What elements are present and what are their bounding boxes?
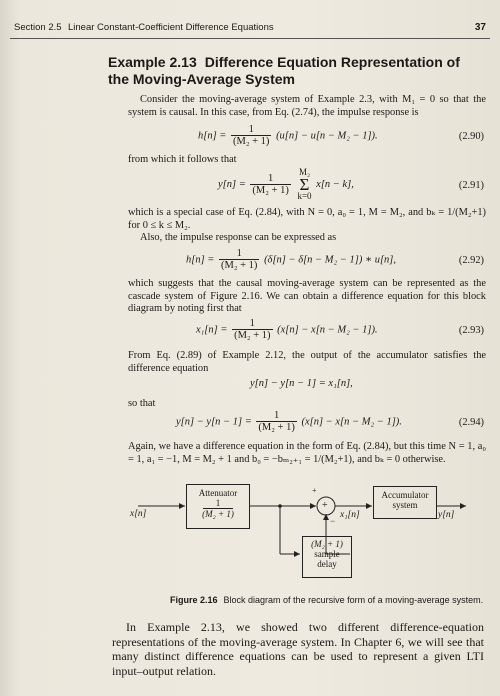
equation-2-93: [196, 318, 378, 342]
accumulator-title: Accumulator: [381, 490, 429, 500]
attenuator-block: [186, 484, 250, 529]
equation-2-90: [198, 124, 378, 148]
sum-upper: M₂: [298, 167, 311, 177]
eq-lhs: h[n] =: [186, 254, 215, 266]
example-heading: [108, 54, 478, 88]
eq-fraction: [256, 410, 296, 434]
eq-denominator: (M₂ + 1): [258, 422, 295, 433]
eq-numerator: 1: [256, 410, 296, 422]
eq-fraction: [219, 248, 259, 272]
equation-number: (2.92): [458, 255, 484, 266]
equation-2-91: [218, 168, 354, 201]
eq-numerator: 1: [250, 173, 290, 185]
eq-lhs: y[n] =: [218, 178, 246, 190]
output-label: y[n]: [438, 510, 455, 520]
attenuator-title: Attenuator: [198, 488, 238, 498]
accumulator-block: [373, 486, 437, 519]
attenuator-numerator: 1: [203, 498, 233, 509]
input-label: x[n]: [130, 509, 147, 519]
eq-lhs: x₁[n] =: [196, 324, 228, 336]
attenuator-denominator: (M₂ + 1): [202, 509, 234, 519]
summer-symbol: +: [322, 500, 328, 511]
eq-denominator: (M₂ + 1): [221, 260, 258, 271]
paragraph-1: Consider the moving-average system of Example 2.3, with M₁ = 0 so that the system is causal. In this case, from Eq. (2.74), the impulse response is: [128, 94, 486, 118]
summer-minus-sign: −: [330, 516, 336, 526]
paragraph-4: Also, the impulse response can be expressed as: [140, 232, 337, 243]
eq-numerator: 1: [231, 124, 271, 136]
paragraph-3: which is a special case of Eq. (2.84), with N = 0, a₀ = 1, M = M₂, and bₖ = 1/(M₂+1) for 0 ≤ k ≤ M₂.: [128, 207, 486, 231]
eq-rhs: (x[n] − x[n − M₂ − 1]).: [277, 324, 378, 336]
figure-caption: [170, 595, 483, 605]
delay-word-sample: sample: [314, 549, 340, 559]
eq-fraction: [232, 318, 272, 342]
eq-rhs: (u[n] − u[n − M₂ − 1]).: [276, 130, 378, 142]
eq-rhs: (x[n] − x[n − M₂ − 1]).: [301, 416, 402, 428]
page-number: 37: [474, 22, 486, 33]
equation-2-94: [176, 410, 402, 434]
summer-plus-sign: +: [312, 486, 317, 495]
eq-fraction: [250, 173, 290, 197]
sum-lower: k=0: [297, 191, 312, 201]
summation: [297, 168, 311, 201]
paragraph-5: which suggests that the causal moving-average system can be represented as the cascade system of Figure 2.16. We can obtain a difference equation for this block diagram by noting first that: [128, 278, 486, 315]
accumulator-equation: [250, 378, 353, 389]
chapter-title: Linear Constant-Coefficient Difference Equations: [68, 22, 274, 33]
delay-word-delay: delay: [317, 559, 337, 569]
eq-denominator: (M₂ + 1): [233, 136, 270, 147]
eq-lhs: h[n] =: [198, 130, 227, 142]
intermediate-signal-label: x₁[n]: [340, 510, 360, 520]
figure-caption-text: Block diagram of the recursive form of a moving-average system.: [223, 595, 484, 605]
closing-paragraph: In Example 2.13, we showed two different difference-equation representations of the moving-average system. In Chapter 6, we will see that many distinct difference equations can be used to represent a given LTI input–output relation.: [112, 620, 484, 678]
equation-number: (2.90): [458, 131, 484, 142]
equation-number: (2.91): [458, 180, 484, 191]
section-label: Section 2.5: [14, 22, 62, 33]
delay-block: [302, 536, 352, 578]
delay-amount: (M₂ + 1): [311, 539, 343, 549]
paragraph-6: From Eq. (2.89) of Example 2.12, the output of the accumulator satisfies the difference equation: [128, 350, 486, 374]
example-title: Difference Equation Representation of the Moving-Average System: [108, 54, 460, 87]
eq-lhs: y[n] − y[n − 1] =: [176, 416, 252, 428]
paragraph-2: from which it follows that: [128, 154, 237, 165]
eq-denominator: (M₂ + 1): [252, 184, 289, 196]
equation-number: (2.93): [458, 325, 484, 336]
paragraph-7: so that: [128, 398, 156, 409]
eq-numerator: 1: [219, 248, 259, 260]
example-number: Example 2.13: [108, 54, 197, 70]
eq-fraction: [231, 124, 271, 148]
eq-rhs: (δ[n] − δ[n − M₂ − 1]) ∗ u[n],: [264, 254, 396, 266]
paragraph-8: Again, we have a difference equation in the form of Eq. (2.84), but this time N = 1, a₀ = 1, a₁ = −1, M = M₂ + 1 and b₀ = −bₘ₂₊₁ = 1/(M₂+1), and bₖ = 0 otherwise.: [128, 441, 486, 465]
eq-rhs: x[n − k],: [316, 178, 354, 190]
equation-number: (2.94): [458, 417, 484, 428]
accumulator-subtitle: system: [392, 500, 418, 510]
header-rule: [10, 38, 490, 39]
sigma-symbol: Σ: [299, 175, 310, 194]
eq-denominator: (M₂ + 1): [234, 330, 271, 341]
figure-label: Figure 2.16: [170, 595, 218, 605]
branch-node: [278, 504, 282, 508]
equation-2-92: [186, 248, 396, 272]
eq-numerator: 1: [232, 318, 272, 330]
block-diagram: [130, 476, 470, 586]
eq-text: y[n] − y[n − 1] = x₁[n],: [250, 378, 353, 389]
